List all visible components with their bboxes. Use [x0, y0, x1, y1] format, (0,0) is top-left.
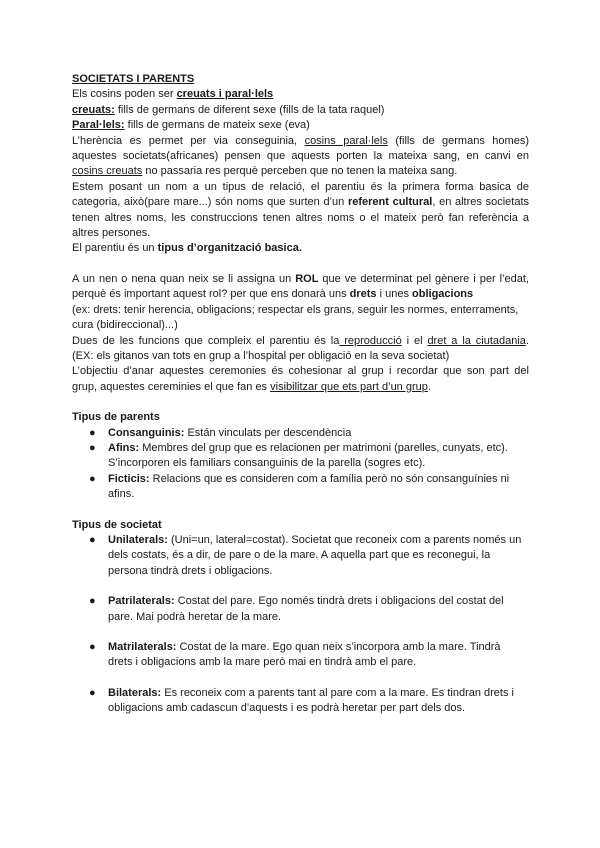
- definition-parallels: fills de germans de mateix sexe (eva): [124, 119, 310, 132]
- text: Els cosins poden ser: [72, 88, 177, 101]
- item-line: drets i obligacions amb la mare però mai en tindrà amb el pare.: [108, 656, 417, 669]
- bold-text: referent cultural: [347, 196, 433, 209]
- text: que ve determinat pel gènere i per l’edat,: [318, 272, 529, 285]
- item-line: dels costats, és a dir, de pare o de la mare. A aquella part que es reconegui, la: [108, 549, 491, 562]
- bullet-icon: ●: [89, 686, 96, 699]
- paragraph-line: [72, 272, 529, 287]
- text: A un nen o nena quan neix se li assigna un: [72, 272, 296, 285]
- item-line: [108, 533, 529, 548]
- paragraph-line: (EX: els gitanos van tots en grup a l’hospital per obligació en la seva societat): [72, 349, 450, 362]
- page-title: SOCIETATS I PARENTS: [72, 73, 195, 85]
- item-term: Afins:: [108, 441, 140, 454]
- section-heading-societat: Tipus de societat: [72, 518, 162, 531]
- item-text: (Uni=un, lateral=costat). Societat que reconeix com a parents només un: [167, 533, 522, 546]
- paragraph-line: [72, 241, 529, 256]
- text: i el: [401, 334, 428, 347]
- item-text: Es reconeix com a parents tant al pare com a la mare. Es tindran drets i: [161, 686, 514, 699]
- term-creuats: creuats:: [72, 103, 115, 116]
- text: (fills de germans homes): [387, 134, 529, 147]
- underlined-text: visibilitzar que ets part d’un grup: [270, 380, 428, 393]
- section-heading-parents: Tipus de parents: [72, 411, 160, 424]
- item-line: [108, 686, 529, 701]
- item-line: [108, 441, 529, 456]
- paragraph-line: [72, 287, 529, 302]
- parents-list: [72, 426, 529, 503]
- item-line: S’incorporen els familiars consanguinis de la parella (sogres etc).: [108, 457, 426, 470]
- term-parallels: Paral·lels:: [72, 119, 125, 132]
- intro-creuats: [72, 103, 529, 118]
- item-line: persona tindrà drets i obligacions.: [108, 564, 273, 577]
- paragraph-line: altres persones.: [72, 227, 151, 240]
- item-text: Costat de la mare. Ego quan neix s’incorpora amb la mare. Tindrà: [176, 641, 501, 653]
- item-term: Patrilaterals:: [108, 595, 175, 608]
- bold-text: tipus d’organització basica.: [157, 242, 302, 255]
- text: perquè és important aquest rol? per que ens donarà uns: [72, 288, 350, 301]
- item-line: afins.: [108, 488, 135, 501]
- item-text: Están vinculats per descendència: [184, 426, 352, 439]
- intro-parallels: [72, 118, 529, 133]
- item-line: pare. Mai podrà heretar de la mare.: [108, 610, 282, 623]
- item-text: Relacions que es consideren com a família però no són consanguínies ni: [149, 472, 510, 485]
- text: grup, aquestes cereminies el que fan es: [72, 380, 271, 393]
- spacer: [72, 395, 529, 410]
- text: i unes: [376, 288, 413, 301]
- list-item: [72, 472, 529, 503]
- text: , en altres societats: [432, 196, 529, 209]
- paragraph-line: [72, 195, 529, 210]
- underlined-text: cosins paral·lels: [304, 134, 388, 147]
- paragraph-line: [72, 334, 529, 349]
- cosins-types: creuats i paral·lels: [176, 88, 274, 101]
- text: no passaria res perquè perceben que no tenen la mateixa sang.: [142, 165, 458, 178]
- list-item: [72, 640, 529, 671]
- item-line: [108, 594, 529, 609]
- item-term: Ficticis:: [108, 472, 150, 485]
- bullet-icon: ●: [89, 595, 96, 608]
- item-line: [108, 426, 529, 441]
- paragraph-line: [72, 134, 529, 149]
- paragraph-line: [72, 164, 529, 179]
- paragraph-line: (ex: drets: tenir herencia, obligacions; respectar els grans, seguir les normes, enterraments,: [72, 303, 519, 316]
- text: El parentiu és un: [72, 242, 158, 255]
- underlined-text: dret a la ciutadania: [427, 334, 526, 347]
- societat-list: [72, 533, 529, 717]
- spacer: [72, 257, 529, 272]
- paragraph-line: [72, 380, 529, 395]
- underlined-text: cosins creuats: [72, 165, 143, 178]
- paragraph-line: Estem posant un nom a un tipus de relació, el parentiu és la primera forma basica de: [72, 180, 529, 193]
- text: L’herència es permet per via conseguinia,: [72, 134, 305, 147]
- bold-text: obligacions: [412, 288, 474, 301]
- list-item: [72, 594, 529, 625]
- text: categoria, això(pare mare...) són noms que surten d’un: [72, 196, 348, 209]
- list-item: [72, 426, 529, 441]
- bullet-icon: ●: [89, 441, 96, 454]
- item-term: Unilaterals:: [108, 533, 168, 546]
- paragraph-line: tenen altres noms, les construccions tenen altres noms o el mateix però fan referència a: [72, 211, 529, 224]
- paragraph-line: aquestes societats(africanes) pensen que aquests porten la mateixa sang, en canvi en: [72, 150, 529, 163]
- item-line: [108, 640, 529, 655]
- underlined-text: reproducció: [339, 334, 402, 347]
- spacer: [72, 503, 529, 518]
- definition-creuats: fills de germans de diferent sexe (fills de la tata raquel): [114, 103, 385, 116]
- item-term: Consanguinis:: [108, 426, 185, 439]
- list-item: [72, 686, 529, 717]
- paragraph-line: cura (bidireccional)...): [72, 319, 178, 332]
- document-body: [72, 72, 529, 732]
- item-line: obligacions amb cadascun d’aquests i es podrà heretar per part dels dos.: [108, 702, 466, 715]
- intro-cosins: [72, 87, 529, 102]
- bullet-icon: ●: [89, 641, 96, 653]
- list-item: [72, 441, 529, 472]
- text: .: [525, 334, 529, 347]
- item-term: Matrilaterals:: [108, 641, 177, 653]
- item-line: [108, 472, 529, 487]
- bullet-icon: ●: [89, 533, 96, 546]
- bold-text: drets: [349, 288, 377, 301]
- item-text: Costat del pare. Ego només tindrà drets i obligacions del costat del: [174, 595, 504, 608]
- item-text: Membres del grup que es relacionen per matrimoni (parelles, cunyats, etc).: [139, 441, 508, 454]
- bullet-icon: ●: [89, 426, 96, 439]
- bold-text: ROL: [295, 272, 319, 285]
- text: Dues de les funcions que compleix el parentiu és la: [72, 334, 340, 347]
- list-item: [72, 533, 529, 579]
- paragraph-line: L’objectiu d’anar aquestes ceremonies és cohesionar al grup i recordar que son part del: [72, 365, 529, 378]
- text: .: [427, 380, 431, 393]
- item-term: Bilaterals:: [108, 686, 162, 699]
- bullet-icon: ●: [89, 472, 96, 485]
